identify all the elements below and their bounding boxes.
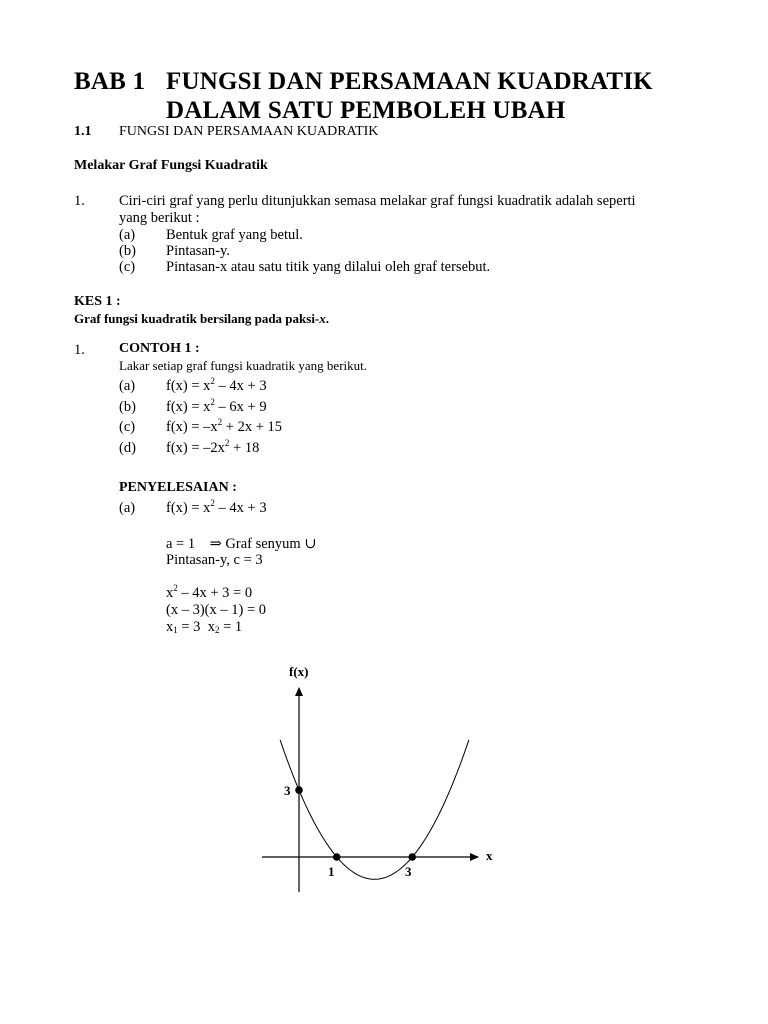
chapter-number: BAB 1: [74, 68, 146, 95]
example-item-function: [166, 419, 282, 436]
x-axis-label: x: [486, 848, 493, 863]
case-description-var: x: [319, 311, 326, 326]
root1-subscript: 1: [173, 625, 178, 635]
root-label: 1: [328, 864, 335, 879]
example-item-label: (a): [119, 378, 136, 394]
example-number: 1.: [74, 342, 85, 358]
subheading: Melakar Graf Fungsi Kuadratik: [74, 158, 268, 173]
example-heading: CONTOH 1 :: [119, 341, 200, 356]
section-number: 1.1: [74, 124, 92, 139]
function-pre: f(x) = x: [166, 500, 211, 516]
solution-roots: [166, 619, 242, 636]
equation-pre: x: [166, 585, 174, 601]
equation-post: – 4x + 3 = 0: [177, 585, 253, 601]
coefficient-a: a = 1: [166, 536, 196, 552]
section-title: FUNGSI DAN PERSAMAAN KUADRATIK: [119, 124, 379, 139]
chapter-title-line2: DALAM SATU PEMBOLEH UBAH: [166, 97, 566, 124]
point1-item-label: (c): [119, 259, 136, 275]
point1-text-line1: Ciri-ciri graf yang perlu ditunjukkan semasa melakar graf fungsi kuadratik adalah seperti: [119, 193, 636, 209]
y-intercept-label: 3: [284, 783, 291, 798]
example-item-function: [166, 399, 267, 416]
example-item-function: [166, 440, 259, 457]
function-post: – 4x + 3: [214, 500, 267, 516]
parabola-curve: [280, 740, 469, 879]
point1-text-line2: yang berikut :: [119, 210, 200, 226]
smile-symbol: ∪: [304, 536, 317, 552]
case-description-suffix: .: [325, 311, 330, 326]
solution-y-intercept: Pintasan-y, c = 3: [166, 552, 263, 568]
function-exponent: 2: [210, 397, 215, 407]
example-item-label: (c): [119, 419, 136, 435]
function-post: + 18: [229, 440, 260, 456]
root1-value: = 3: [177, 619, 201, 635]
solution-heading: PENYELESAIAN :: [119, 480, 237, 495]
implies-symbol: ⇒: [209, 536, 222, 552]
chapter-title-line1: FUNGSI DAN PERSAMAAN KUADRATIK: [166, 68, 653, 95]
equation-exponent: 2: [173, 583, 178, 593]
marked-point: [333, 853, 341, 861]
function-exponent: 2: [217, 417, 223, 427]
function-post: + 2x + 15: [222, 419, 283, 435]
example-item-label: (d): [119, 440, 136, 456]
solution-part-label: (a): [119, 500, 136, 516]
root2-value: = 1: [219, 619, 243, 635]
root1-var: x: [166, 619, 174, 635]
function-post: – 4x + 3: [214, 378, 267, 394]
y-axis-label: f(x): [289, 664, 309, 679]
solution-shape-line: [166, 536, 316, 553]
marked-point: [408, 853, 416, 861]
function-pre: f(x) = x: [166, 399, 211, 415]
function-post: – 6x + 9: [214, 399, 267, 415]
function-pre: f(x) = –2x: [166, 440, 225, 456]
function-exponent: 2: [210, 498, 215, 508]
solution-factorised: (x – 3)(x – 1) = 0: [166, 602, 266, 618]
function-exponent: 2: [224, 438, 230, 448]
function-exponent: 2: [210, 376, 215, 386]
point1-item-label: (b): [119, 243, 136, 259]
function-pre: f(x) = –x: [166, 419, 218, 435]
function-pre: f(x) = x: [166, 378, 211, 394]
point1-item-label: (a): [119, 227, 136, 243]
example-instruction: Lakar setiap graf fungsi kuadratik yang berikut.: [119, 358, 367, 373]
case-description-prefix: Graf fungsi kuadratik bersilang pada paksi-: [74, 311, 320, 326]
shape-text: Graf senyum: [225, 536, 301, 552]
root-label: 3: [405, 864, 412, 879]
point1-item-text: Bentuk graf yang betul.: [166, 227, 303, 243]
point1-item-text: Pintasan-x atau satu titik yang dilalui oleh graf tersebut.: [166, 259, 491, 275]
root2-var: x: [207, 619, 215, 635]
root2-subscript: 2: [214, 625, 220, 635]
example-item-label: (b): [119, 399, 136, 415]
case-heading: KES 1 :: [74, 294, 121, 309]
point1-number: 1.: [74, 193, 85, 209]
solution-function: [166, 500, 267, 517]
case-description: [74, 311, 329, 327]
marked-point: [295, 786, 303, 794]
example-item-function: [166, 378, 267, 395]
solution-equation: [166, 585, 252, 602]
point1-item-text: Pintasan-y.: [166, 243, 230, 259]
